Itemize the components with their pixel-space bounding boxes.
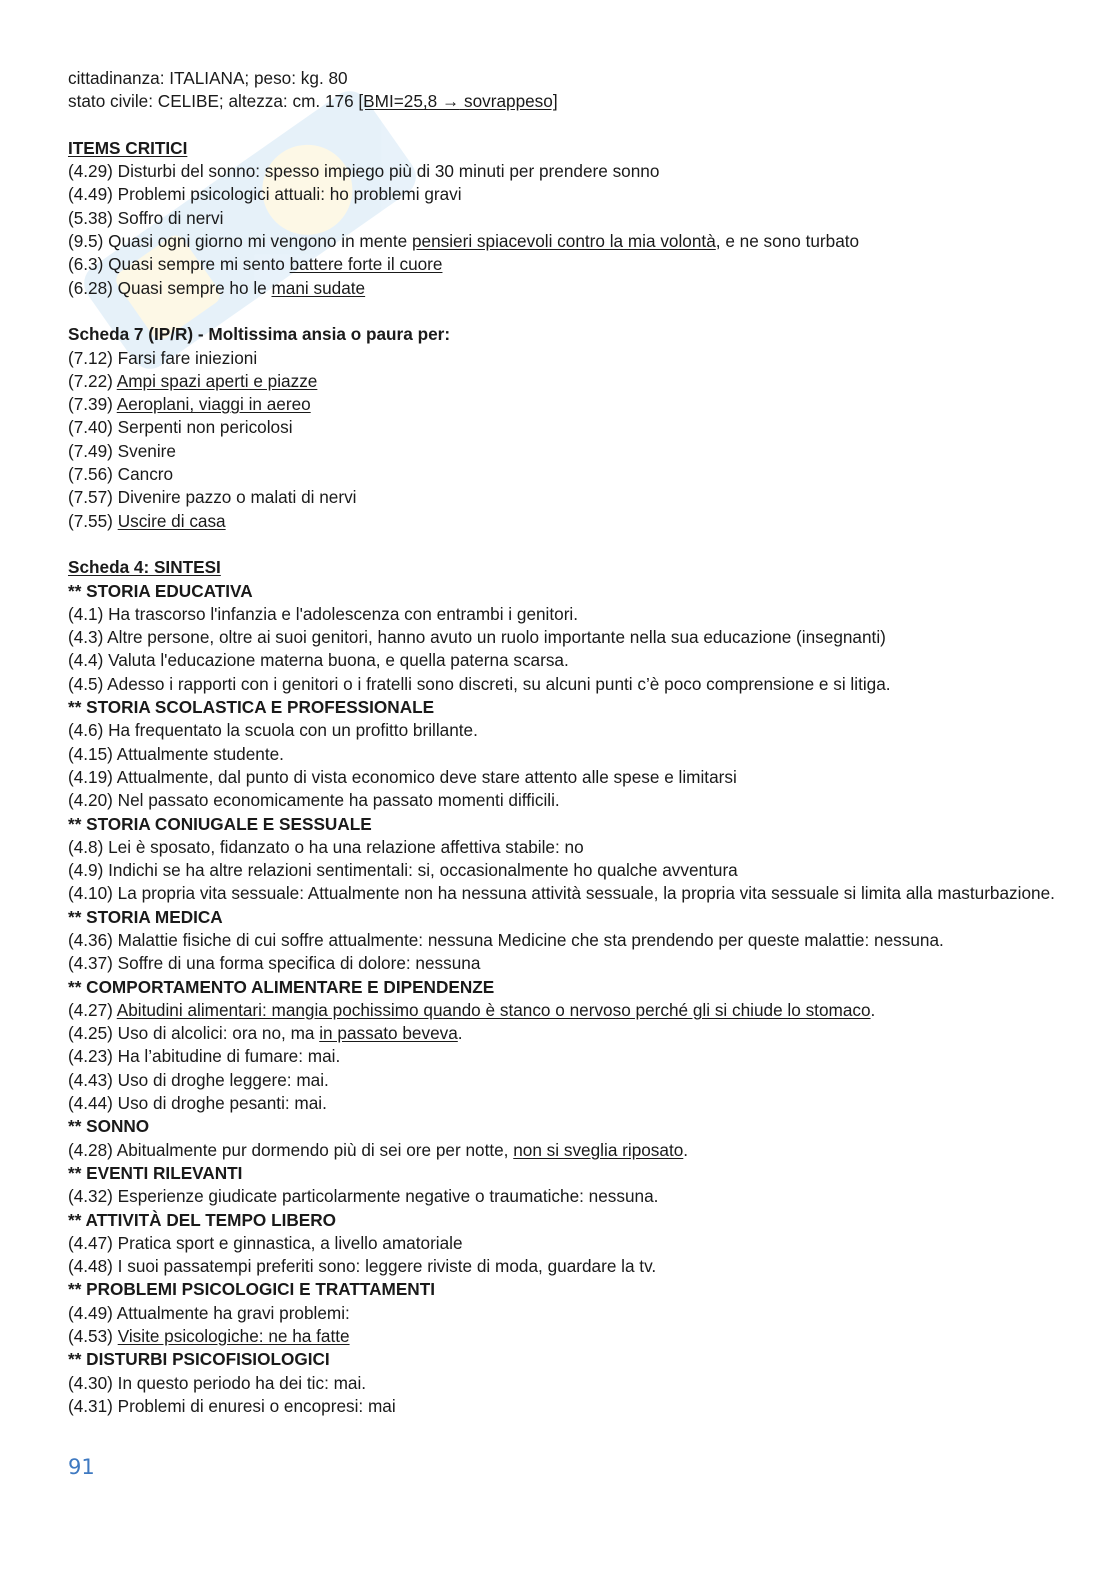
list-item: (4.49) Problemi psicologici attuali: ho problemi gravi <box>68 184 462 205</box>
list-item: (7.49) Svenire <box>68 440 176 461</box>
list-item: (7.39) Aeroplani, viaggi in aereo <box>68 394 311 415</box>
section-heading: ** STORIA CONIUGALE E SESSUALE <box>68 813 372 834</box>
list-item: (4.19) Attualmente, dal punto di vista economico deve stare attento alle spese e limitarsi <box>68 766 737 787</box>
arrow-icon: → <box>442 91 460 112</box>
items-critici-title: ITEMS CRITICI <box>68 137 188 158</box>
section-heading: ** EVENTI RILEVANTI <box>68 1162 243 1183</box>
list-item: (4.49) Attualmente ha gravi problemi: <box>68 1302 350 1323</box>
list-item: (4.53) Visite psicologiche: ne ha fatte <box>68 1326 350 1347</box>
list-item: (4.10) La propria vita sessuale: Attualmente non ha nessuna attività sessuale, la propria vita sessuale si limita alla masturbazione. <box>68 883 1055 904</box>
list-item: (4.25) Uso di alcolici: ora no, ma in passato beveva. <box>68 1023 463 1044</box>
section-heading: ** STORIA EDUCATIVA <box>68 580 253 601</box>
list-item: (4.6) Ha frequentato la scuola con un profitto brillante. <box>68 720 478 741</box>
bmi-note: [BMI=25,8 → sovrappeso] <box>358 91 558 112</box>
list-item: (6.28) Quasi sempre ho le mani sudate <box>68 277 366 298</box>
list-item: (4.9) Indichi se ha altre relazioni sentimentali: si, occasionalmente ho qualche avventura <box>68 860 738 881</box>
list-item: (4.27) Abitudini alimentari: mangia pochissimo quando è stanco o nervoso perché gli si chiude lo stomaco. <box>68 999 876 1020</box>
list-item: (4.29) Disturbi del sonno: spesso impiego più di 30 minuti per prendere sonno <box>68 161 660 182</box>
list-item: (4.47) Pratica sport e ginnastica, a livello amatoriale <box>68 1232 463 1253</box>
list-item: (7.55) Uscire di casa <box>68 510 226 531</box>
list-item: (4.37) Soffre di una forma specifica di dolore: nessuna <box>68 953 481 974</box>
list-item: (4.8) Lei è sposato, fidanzato o ha una relazione affettiva stabile: no <box>68 836 584 857</box>
list-item: (4.36) Malattie fisiche di cui soffre attualmente: nessuna Medicine che sta prendendo per queste malattie: nessuna. <box>68 929 944 950</box>
list-item: (7.57) Divenire pazzo o malati di nervi <box>68 487 357 508</box>
list-item: (4.5) Adesso i rapporti con i genitori o i fratelli sono discreti, su alcuni punti c’è poco comprensione e si litiga. <box>68 673 891 694</box>
list-item: (7.56) Cancro <box>68 464 174 485</box>
list-item: (4.48) I suoi passatempi preferiti sono: leggere riviste di moda, guardare la tv. <box>68 1256 657 1277</box>
section-heading: ** SONNO <box>68 1116 150 1137</box>
scheda7-title: Scheda 7 (IP/R) - Moltissima ansia o paura per: <box>68 324 451 345</box>
list-item: (7.12) Farsi fare iniezioni <box>68 347 258 368</box>
civil-status-height-line: stato civile: CELIBE; altezza: cm. 176 [BMI=25,8 → sovrappeso] <box>68 91 558 112</box>
list-item: (4.3) Altre persone, oltre ai suoi genitori, hanno avuto un ruolo importante nella sua educazione (insegnanti) <box>68 627 886 648</box>
section-heading: ** DISTURBI PSICOFISIOLOGICI <box>68 1349 330 1370</box>
list-item: (4.43) Uso di droghe leggere: mai. <box>68 1069 329 1090</box>
list-item: (4.44) Uso di droghe pesanti: mai. <box>68 1093 327 1114</box>
list-item: (4.31) Problemi di enuresi o encopresi: mai <box>68 1395 396 1416</box>
scheda4-title: Scheda 4: SINTESI <box>68 557 221 578</box>
list-item: (7.40) Serpenti non pericolosi <box>68 417 293 438</box>
list-item: (4.20) Nel passato economicamente ha passato momenti difficili. <box>68 790 560 811</box>
section-heading: ** PROBLEMI PSICOLOGICI E TRATTAMENTI <box>68 1279 435 1300</box>
list-item: (7.22) Ampi spazi aperti e piazze <box>68 370 318 391</box>
section-heading: ** STORIA SCOLASTICA E PROFESSIONALE <box>68 697 435 718</box>
list-item: (4.4) Valuta l'educazione materna buona, e quella paterna scarsa. <box>68 650 569 671</box>
section-heading: ** COMPORTAMENTO ALIMENTARE E DIPENDENZE <box>68 976 495 997</box>
citizenship-weight-line: cittadinanza: ITALIANA; peso: kg. 80 <box>68 68 348 88</box>
list-item: (6.3) Quasi sempre mi sento battere forte il cuore <box>68 254 443 275</box>
list-item: (4.32) Esperienze giudicate particolarmente negative o traumatiche: nessuna. <box>68 1186 659 1207</box>
section-heading: ** ATTIVITÀ DEL TEMPO LIBERO <box>68 1209 337 1230</box>
page-number: 91 <box>68 1455 95 1479</box>
list-item: (4.28) Abitualmente pur dormendo più di sei ore per notte, non si sveglia riposato. <box>68 1139 689 1160</box>
document-page <box>68 67 1058 1418</box>
list-item: (4.1) Ha trascorso l'infanzia e l'adolescenza con entrambi i genitori. <box>68 603 579 624</box>
list-item: (4.15) Attualmente studente. <box>68 743 284 764</box>
section-heading: ** STORIA MEDICA <box>68 906 223 927</box>
list-item: (4.30) In questo periodo ha dei tic: mai. <box>68 1372 367 1393</box>
list-item: (5.38) Soffro di nervi <box>68 207 224 228</box>
list-item: (4.23) Ha l’abitudine di fumare: mai. <box>68 1046 341 1067</box>
list-item: (9.5) Quasi ogni giorno mi vengono in mente pensieri spiacevoli contro la mia volontà, e ne sono turbato <box>68 231 860 252</box>
